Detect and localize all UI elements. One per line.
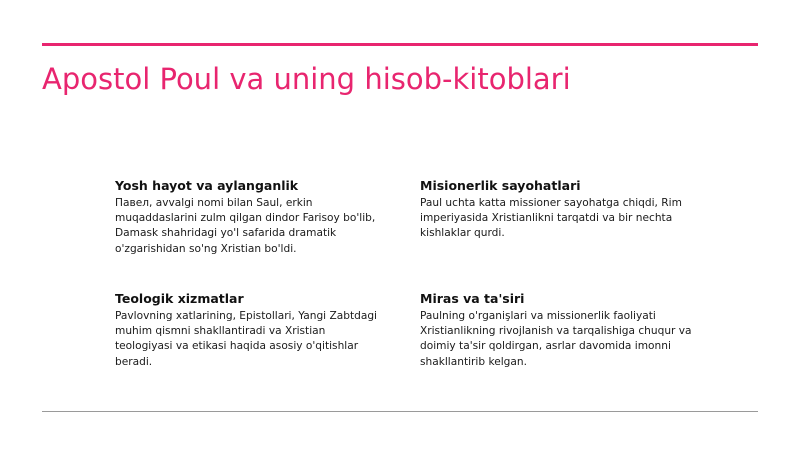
- section-heading: Teologik xizmatlar: [115, 291, 244, 306]
- section-heading: Yosh hayot va aylanganlik: [115, 178, 299, 193]
- section-body: Павел, avvalgi nomi bilan Saul, erkin muqaddaslarini zulm qilgan dindor Farisoy bo'lib, Damask shahridagi yo'l safarida dramatik o'zgarishidan so'ng Xristian bo'ldi.: [115, 197, 376, 255]
- section-early-life: [115, 177, 383, 257]
- section-theological-works: [115, 290, 377, 370]
- section-missionary-journeys: [420, 177, 682, 242]
- section-heading: Misionerlik sayohatlari: [420, 178, 581, 193]
- section-heading: Miras va ta'siri: [420, 291, 525, 306]
- section-body: Paulning o'rganişlari va missionerlik faoliyati Xristianlikning rivojlanish va tarqalishiga chuqur va doimiy ta'sir qoldirgan, asrlar davomida imonni shakllantirib kelgan.: [420, 310, 692, 368]
- section-legacy: [420, 290, 692, 370]
- section-body: Paul uchta katta missioner sayohatga chiqdi, Rim imperiyasida Xristianlikni tarqatdi va bir nechta kishlaklar qurdi.: [420, 197, 682, 240]
- top-accent-rule: [42, 43, 758, 46]
- slide-title: Apostol Poul va uning hisob-kitoblari: [42, 62, 571, 96]
- bottom-divider: [42, 411, 758, 412]
- section-body: Pavlovning xatlarining, Epistollari, Yangi Zabtdagi muhim qismni shakllantiradi va Xristian teologiyasi va etikasi haqida asosiy o'qitishlar beradi.: [115, 310, 378, 368]
